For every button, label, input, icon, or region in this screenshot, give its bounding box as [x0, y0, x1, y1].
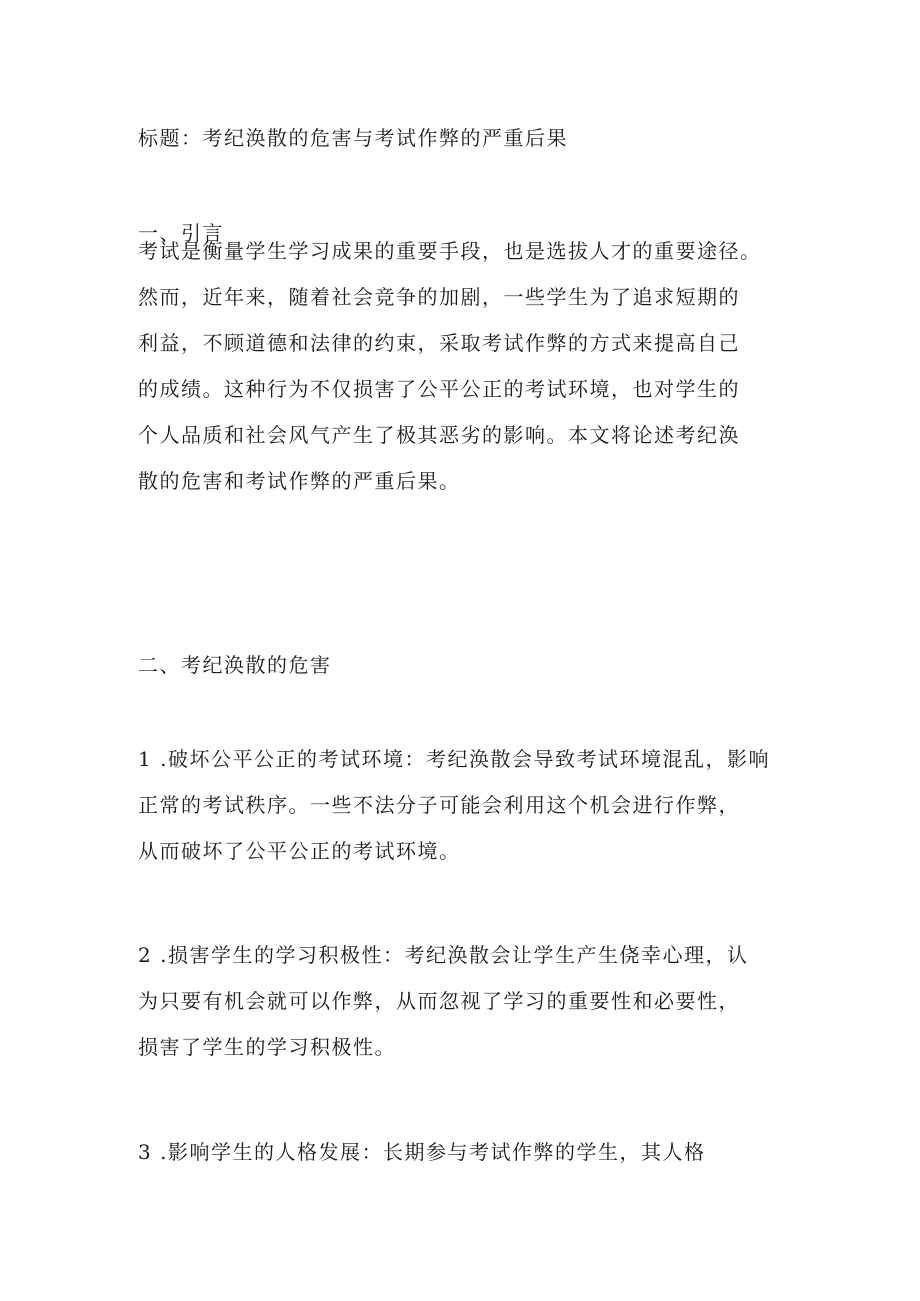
- list-item-2: [138, 932, 810, 1070]
- list-item-1: [138, 736, 810, 874]
- list-item-line: 正常的考试秩序。一些不法分子可能会利用这个机会进行作弊，: [138, 793, 740, 817]
- section-heading-harms: 二、考纪涣散的危害: [138, 653, 332, 677]
- list-item-line: 1 .破坏公平公正的考试环境：考纪涣散会导致考试环境混乱，影响: [138, 747, 770, 771]
- list-item-line: 为只要有机会就可以作弊，从而忽视了学习的重要性和必要性，: [138, 989, 740, 1013]
- document-title: 标题：考纪涣散的危害与考试作弊的严重后果: [138, 126, 568, 150]
- list-item-line: 损害了学生的学习积极性。: [138, 1035, 396, 1059]
- intro-paragraph: [138, 228, 810, 504]
- list-item-line: 2 .损害学生的学习积极性：考纪涣散会让学生产生侥幸心理，认: [138, 943, 749, 967]
- intro-line: 然而，近年来，随着社会竞争的加剧，一些学生为了追求短期的: [138, 285, 740, 309]
- list-item-3: [138, 1129, 810, 1175]
- list-item-line: 从而破坏了公平公正的考试环境。: [138, 839, 461, 863]
- list-item-line: 3 .影响学生的人格发展：长期参与考试作弊的学生，其人格: [138, 1140, 706, 1164]
- intro-line: 考试是衡量学生学习成果的重要手段，也是选拔人才的重要途径。: [138, 239, 762, 263]
- intro-line: 利益，不顾道德和法律的约束，采取考试作弊的方式来提高自己: [138, 331, 740, 355]
- intro-line: 个人品质和社会风气产生了极其恶劣的影响。本文将论述考纪涣: [138, 423, 740, 447]
- section-heading-introduction: 一、引言: [138, 221, 224, 245]
- intro-line: 的成绩。这种行为不仅损害了公平公正的考试环境，也对学生的: [138, 377, 740, 401]
- intro-line: 散的危害和考试作弊的严重后果。: [138, 469, 461, 493]
